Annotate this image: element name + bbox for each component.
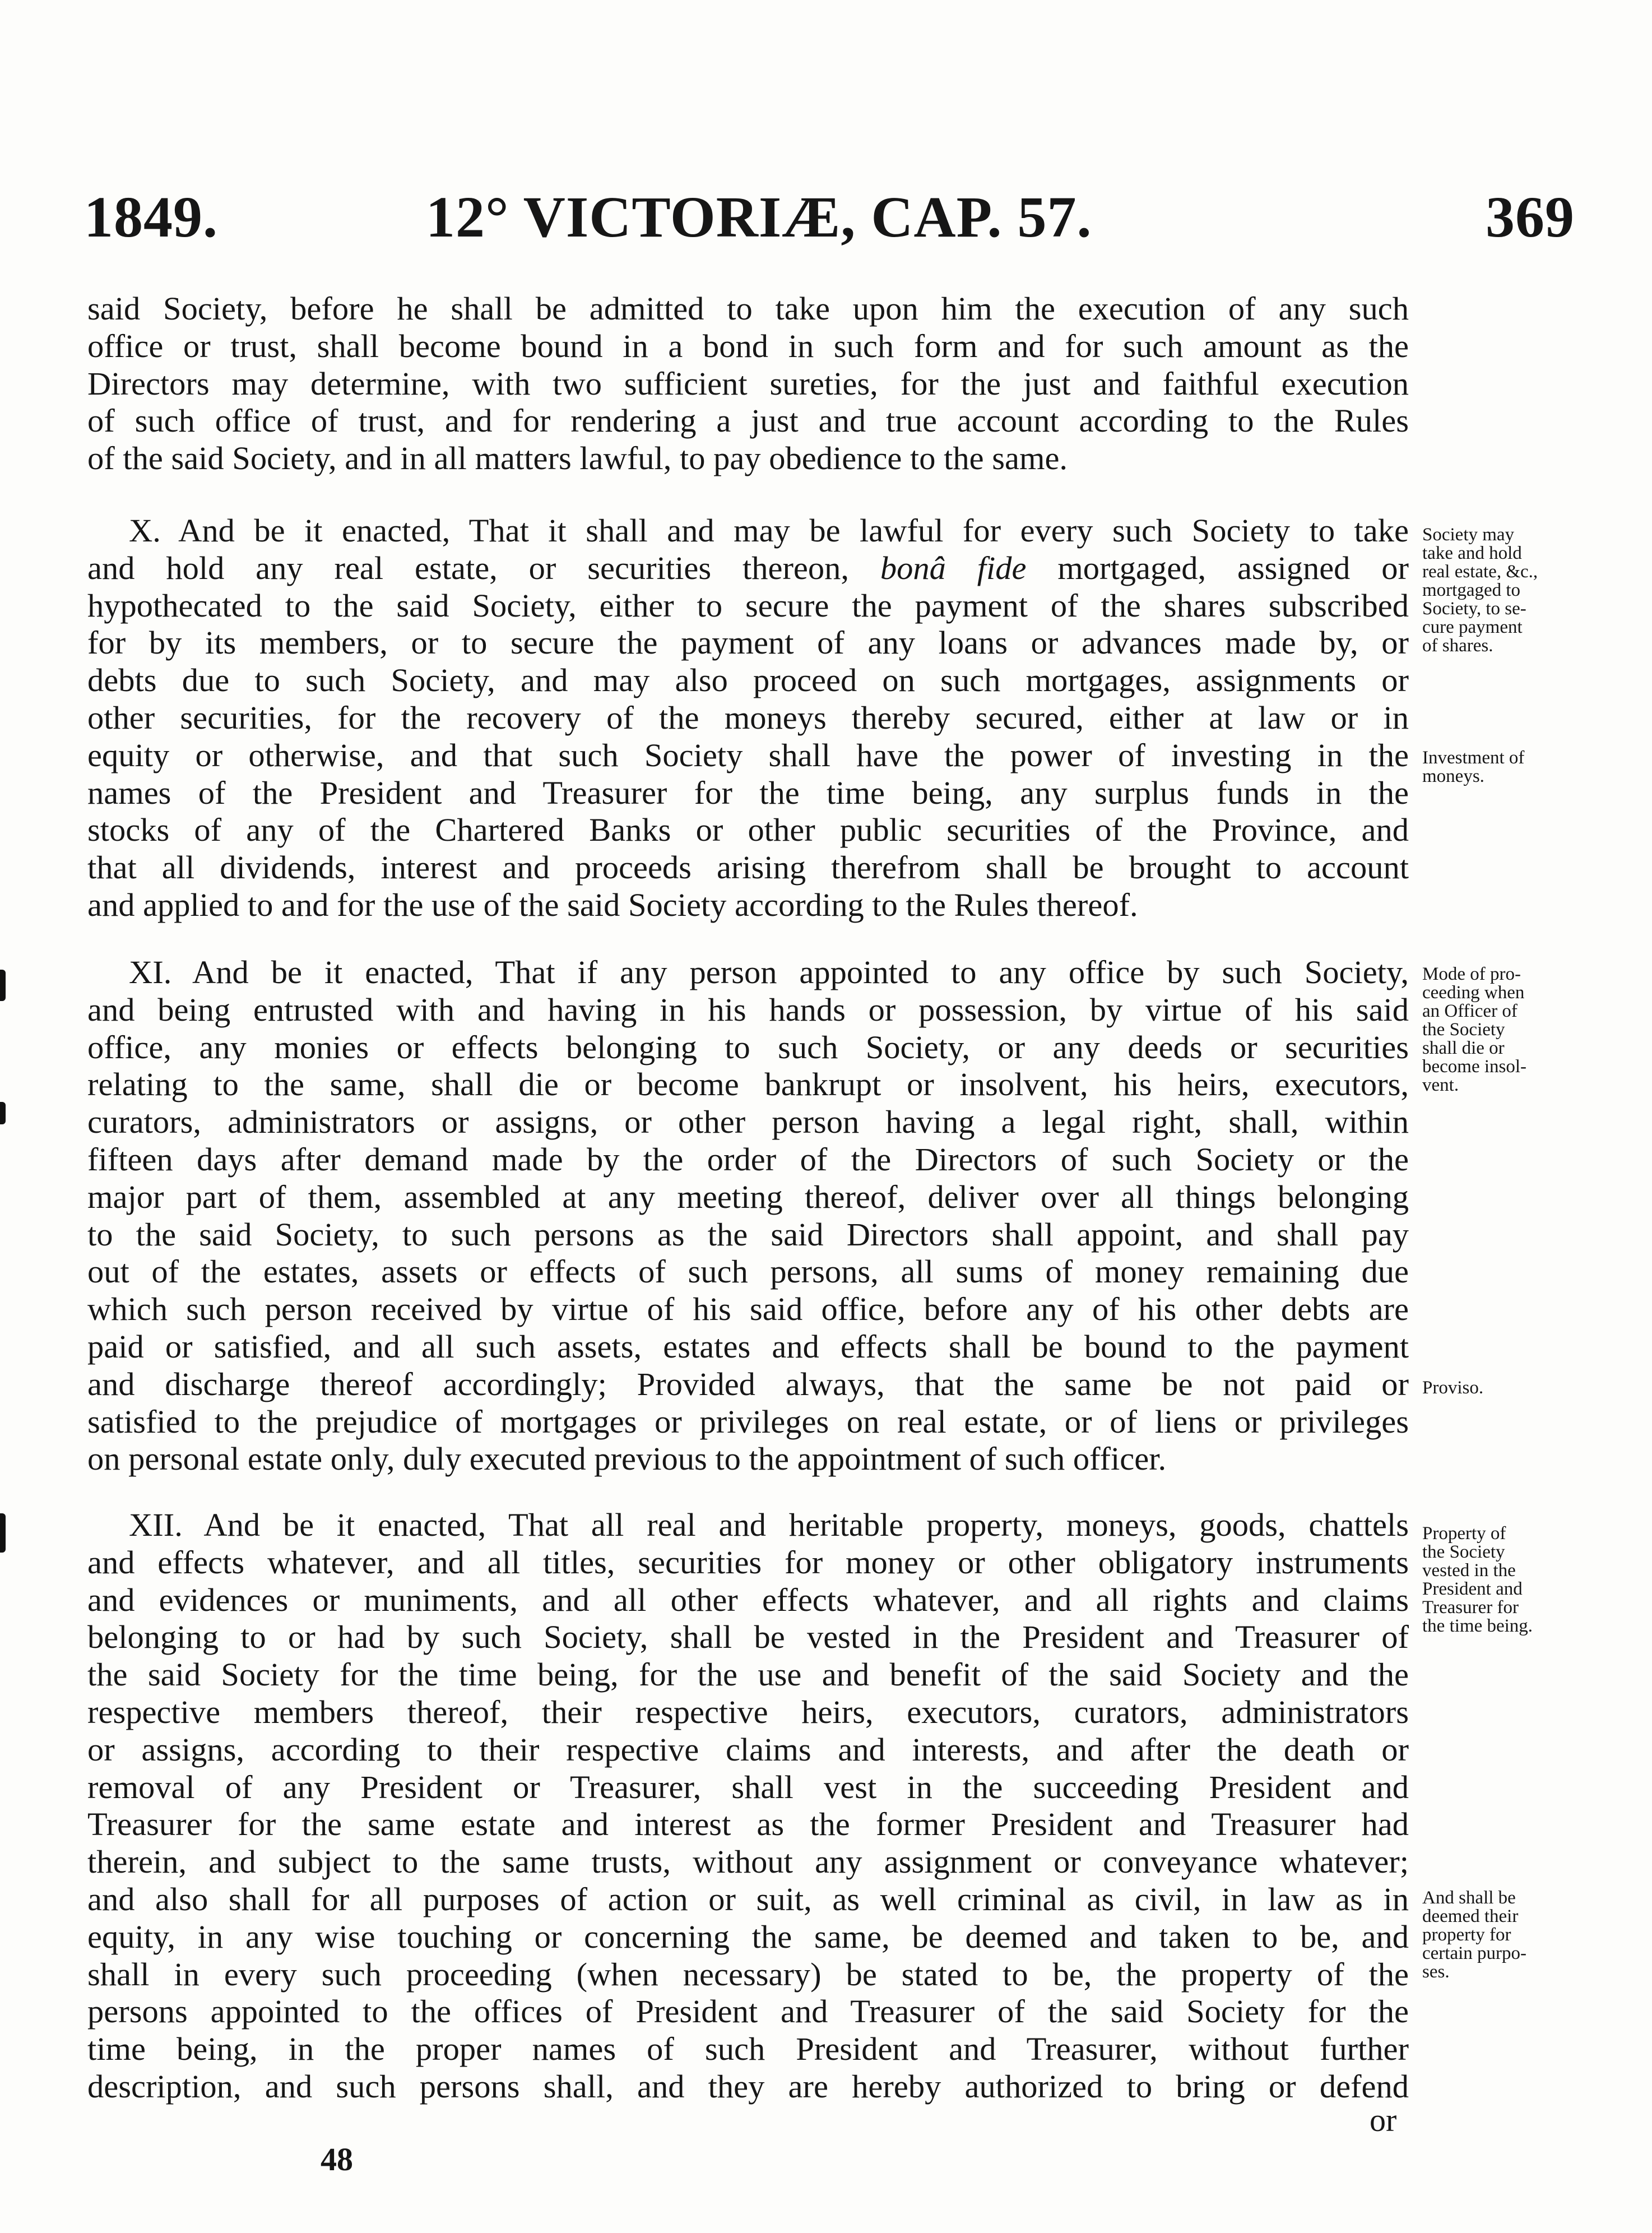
catchword: or bbox=[1370, 2102, 1397, 2138]
margin-note-line: And shall be bbox=[1422, 1888, 1516, 1908]
text-line: and discharge thereof accordingly; Provided always, that the same be not paid or bbox=[87, 1365, 1409, 1402]
margin-note-line: certain purpo- bbox=[1422, 1943, 1526, 1963]
text-line: belonging to or had by such Society, shall be vested in the President and Treasurer of bbox=[87, 1619, 1409, 1656]
text-line: persons appointed to the offices of President and Treasurer of the said Society for the bbox=[87, 1993, 1409, 2030]
text-line: other securities, for the recovery of the moneys thereby secured, either at law or in bbox=[87, 699, 1409, 736]
text-line: and hold any real estate, or securities thereon, bonâ fide mortgaged, assigned or bbox=[87, 549, 1409, 586]
text-line: out of the estates, assets or effects of such persons, all sums of money remaining due bbox=[87, 1253, 1409, 1290]
text-line: equity or otherwise, and that such Society shall have the power of investing in the bbox=[87, 736, 1409, 773]
margin-note-line: ses. bbox=[1422, 1962, 1450, 1982]
text-line: relating to the same, shall die or become bankrupt or insolvent, his heirs, executors, bbox=[87, 1066, 1409, 1103]
paragraph-intro bbox=[87, 290, 1409, 478]
margin-note-line: real estate, &c., bbox=[1422, 562, 1538, 582]
margin-note-line: mortgaged to bbox=[1422, 580, 1521, 600]
text-line: names of the President and Treasurer for the time being, any surplus funds in the bbox=[87, 774, 1409, 811]
text-line: shall in every such proceeding (when necessary) be stated to be, the property of the bbox=[87, 1956, 1409, 1993]
margin-note-line: vent. bbox=[1422, 1075, 1459, 1095]
margin-note-line: an Officer of bbox=[1422, 1001, 1518, 1021]
paragraph-section-xii bbox=[87, 1507, 1409, 2106]
margin-note-line: moneys. bbox=[1422, 766, 1484, 786]
text-line: said Society, before he shall be admitted to take upon him the execution of any such bbox=[87, 290, 1409, 327]
margin-note-line: become insol- bbox=[1422, 1057, 1527, 1077]
text-line: office or trust, shall become bound in a bond in such form and for such amount as the bbox=[87, 327, 1409, 364]
text-line: of such office of trust, and for rendering a just and true account according to the Rules bbox=[87, 402, 1409, 439]
margin-note-line: the time being. bbox=[1422, 1616, 1533, 1636]
margin-note-line: property for bbox=[1422, 1925, 1511, 1945]
margin-note-line: of shares. bbox=[1422, 636, 1493, 656]
margin-note-line: Property of bbox=[1422, 1523, 1506, 1544]
margin-note-line: the Society bbox=[1422, 1542, 1505, 1562]
section-heading-line: XI. And be it enacted, That if any person appointed to any office by such Society, bbox=[129, 954, 1409, 990]
signature-mark: 48 bbox=[321, 2141, 353, 2178]
section-heading-line: XII. And be it enacted, That all real and heritable property, moneys, goods, chattels bbox=[129, 1507, 1409, 1543]
text-line: Treasurer for the same estate and interest as the former President and Treasurer had bbox=[87, 1806, 1409, 1843]
margin-note-line: cure payment bbox=[1422, 617, 1523, 637]
margin-note-line: Treasurer for bbox=[1422, 1597, 1519, 1618]
text-line: on personal estate only, duly executed previous to the appointment of such officer. bbox=[87, 1440, 1167, 1477]
margin-note-line: the Society bbox=[1422, 1020, 1505, 1040]
margin-note-line: Proviso. bbox=[1422, 1378, 1484, 1398]
text-line: removal of any President or Treasurer, shall vest in the succeeding President and bbox=[87, 1768, 1409, 1805]
text-line: for by its members, or to secure the payment of any loans or advances made by, or bbox=[87, 624, 1409, 661]
text-line: which such person received by virtue of his said office, before any of his other debts are bbox=[87, 1291, 1409, 1328]
text-line: debts due to such Society, and may also proceed on such mortgages, assignments or bbox=[87, 662, 1409, 699]
margin-note-investment bbox=[1422, 749, 1590, 786]
paragraph-section-xi bbox=[87, 954, 1409, 1478]
margin-note-real-estate bbox=[1422, 526, 1590, 655]
italic-latin-phrase: bonâ fide bbox=[880, 549, 1027, 586]
text-line: the said Society for the time being, for the use and benefit of the said Society and the bbox=[87, 1656, 1409, 1693]
margin-note-property-vested bbox=[1422, 1525, 1590, 1636]
margin-note-deemed-property bbox=[1422, 1889, 1590, 1981]
text-line: stocks of any of the Chartered Banks or other public securities of the Province, and bbox=[87, 812, 1409, 849]
text-line: major part of them, assembled at any meeting thereof, deliver over all things belonging bbox=[87, 1178, 1409, 1215]
margin-note-line: Society, to se- bbox=[1422, 599, 1526, 619]
header-year: 1849. bbox=[84, 185, 218, 249]
margin-note-line: ceeding when bbox=[1422, 983, 1525, 1003]
margin-note-line: Mode of pro- bbox=[1422, 964, 1521, 984]
margin-note-line: Investment of bbox=[1422, 748, 1525, 768]
text-line: that all dividends, interest and proceeds arising therefrom shall be brought to account bbox=[87, 849, 1409, 886]
text-line: equity, in any wise touching or concerning the same, be deemed and taken to be, and bbox=[87, 1918, 1409, 1955]
section-heading-line: X. And be it enacted, That it shall and may be lawful for every such Society to take bbox=[129, 512, 1409, 549]
text-line: or assigns, according to their respective claims and interests, and after the death or bbox=[87, 1731, 1409, 1768]
margin-note-mode-of-proceeding bbox=[1422, 965, 1590, 1095]
text-line: paid or satisfied, and all such assets, estates and effects shall be bound to the payment bbox=[87, 1328, 1409, 1365]
running-header bbox=[84, 178, 1575, 257]
text-line: and applied to and for the use of the said Society according to the Rules thereof. bbox=[87, 886, 1138, 923]
text-line: to the said Society, to such persons as the said Directors shall appoint, and shall pay bbox=[87, 1216, 1409, 1253]
binding-edge-mark bbox=[0, 1513, 6, 1553]
margin-note-line: President and bbox=[1422, 1579, 1523, 1599]
text-line: respective members thereof, their respective heirs, executors, curators, administrators bbox=[87, 1693, 1409, 1730]
text-line: hypothecated to the said Society, either to secure the payment of the shares subscribed bbox=[87, 587, 1409, 624]
text-line: of the said Society, and in all matters lawful, to pay obedience to the same. bbox=[87, 440, 1068, 477]
margin-note-line: vested in the bbox=[1422, 1560, 1516, 1581]
text-line: curators, administrators or assigns, or other person having a legal right, shall, within bbox=[87, 1104, 1409, 1141]
text-line: and also shall for all purposes of action or suit, as well criminal as civil, in law as in bbox=[87, 1880, 1409, 1917]
page-number: 369 bbox=[1486, 185, 1575, 249]
binding-edge-mark bbox=[0, 1102, 6, 1124]
header-title: 12° VICTORIÆ, CAP. 57. bbox=[426, 185, 1092, 249]
text-line: time being, in the proper names of such President and Treasurer, without further bbox=[87, 2031, 1409, 2068]
binding-edge-mark bbox=[0, 970, 6, 1001]
text-line: Directors may determine, with two sufficient sureties, for the just and faithful execution bbox=[87, 365, 1409, 402]
paragraph-section-x bbox=[87, 512, 1409, 924]
text-line: office, any monies or effects belonging to such Society, or any deeds or securities bbox=[87, 1029, 1409, 1065]
text-line: and being entrusted with and having in his hands or possession, by virtue of his said bbox=[87, 991, 1409, 1028]
margin-note-line: take and hold bbox=[1422, 543, 1522, 563]
text-line: therein, and subject to the same trusts, without any assignment or conveyance whatever; bbox=[87, 1843, 1409, 1880]
text-line: fifteen days after demand made by the order of the Directors of such Society or the bbox=[87, 1141, 1409, 1178]
margin-note-line: shall die or bbox=[1422, 1038, 1505, 1058]
text-line: and effects whatever, and all titles, securities for money or other obligatory instruments bbox=[87, 1544, 1409, 1581]
margin-note-line: Society may bbox=[1422, 525, 1515, 545]
margin-note-proviso bbox=[1422, 1379, 1590, 1397]
text-line: description, and such persons shall, and they are hereby authorized to bring or defend bbox=[87, 2068, 1409, 2105]
text-line: satisfied to the prejudice of mortgages or privileges on real estate, or of liens or privileges bbox=[87, 1403, 1409, 1440]
margin-note-line: deemed their bbox=[1422, 1906, 1519, 1926]
text-line: and evidences or muniments, and all other effects whatever, and all rights and claims bbox=[87, 1581, 1409, 1618]
